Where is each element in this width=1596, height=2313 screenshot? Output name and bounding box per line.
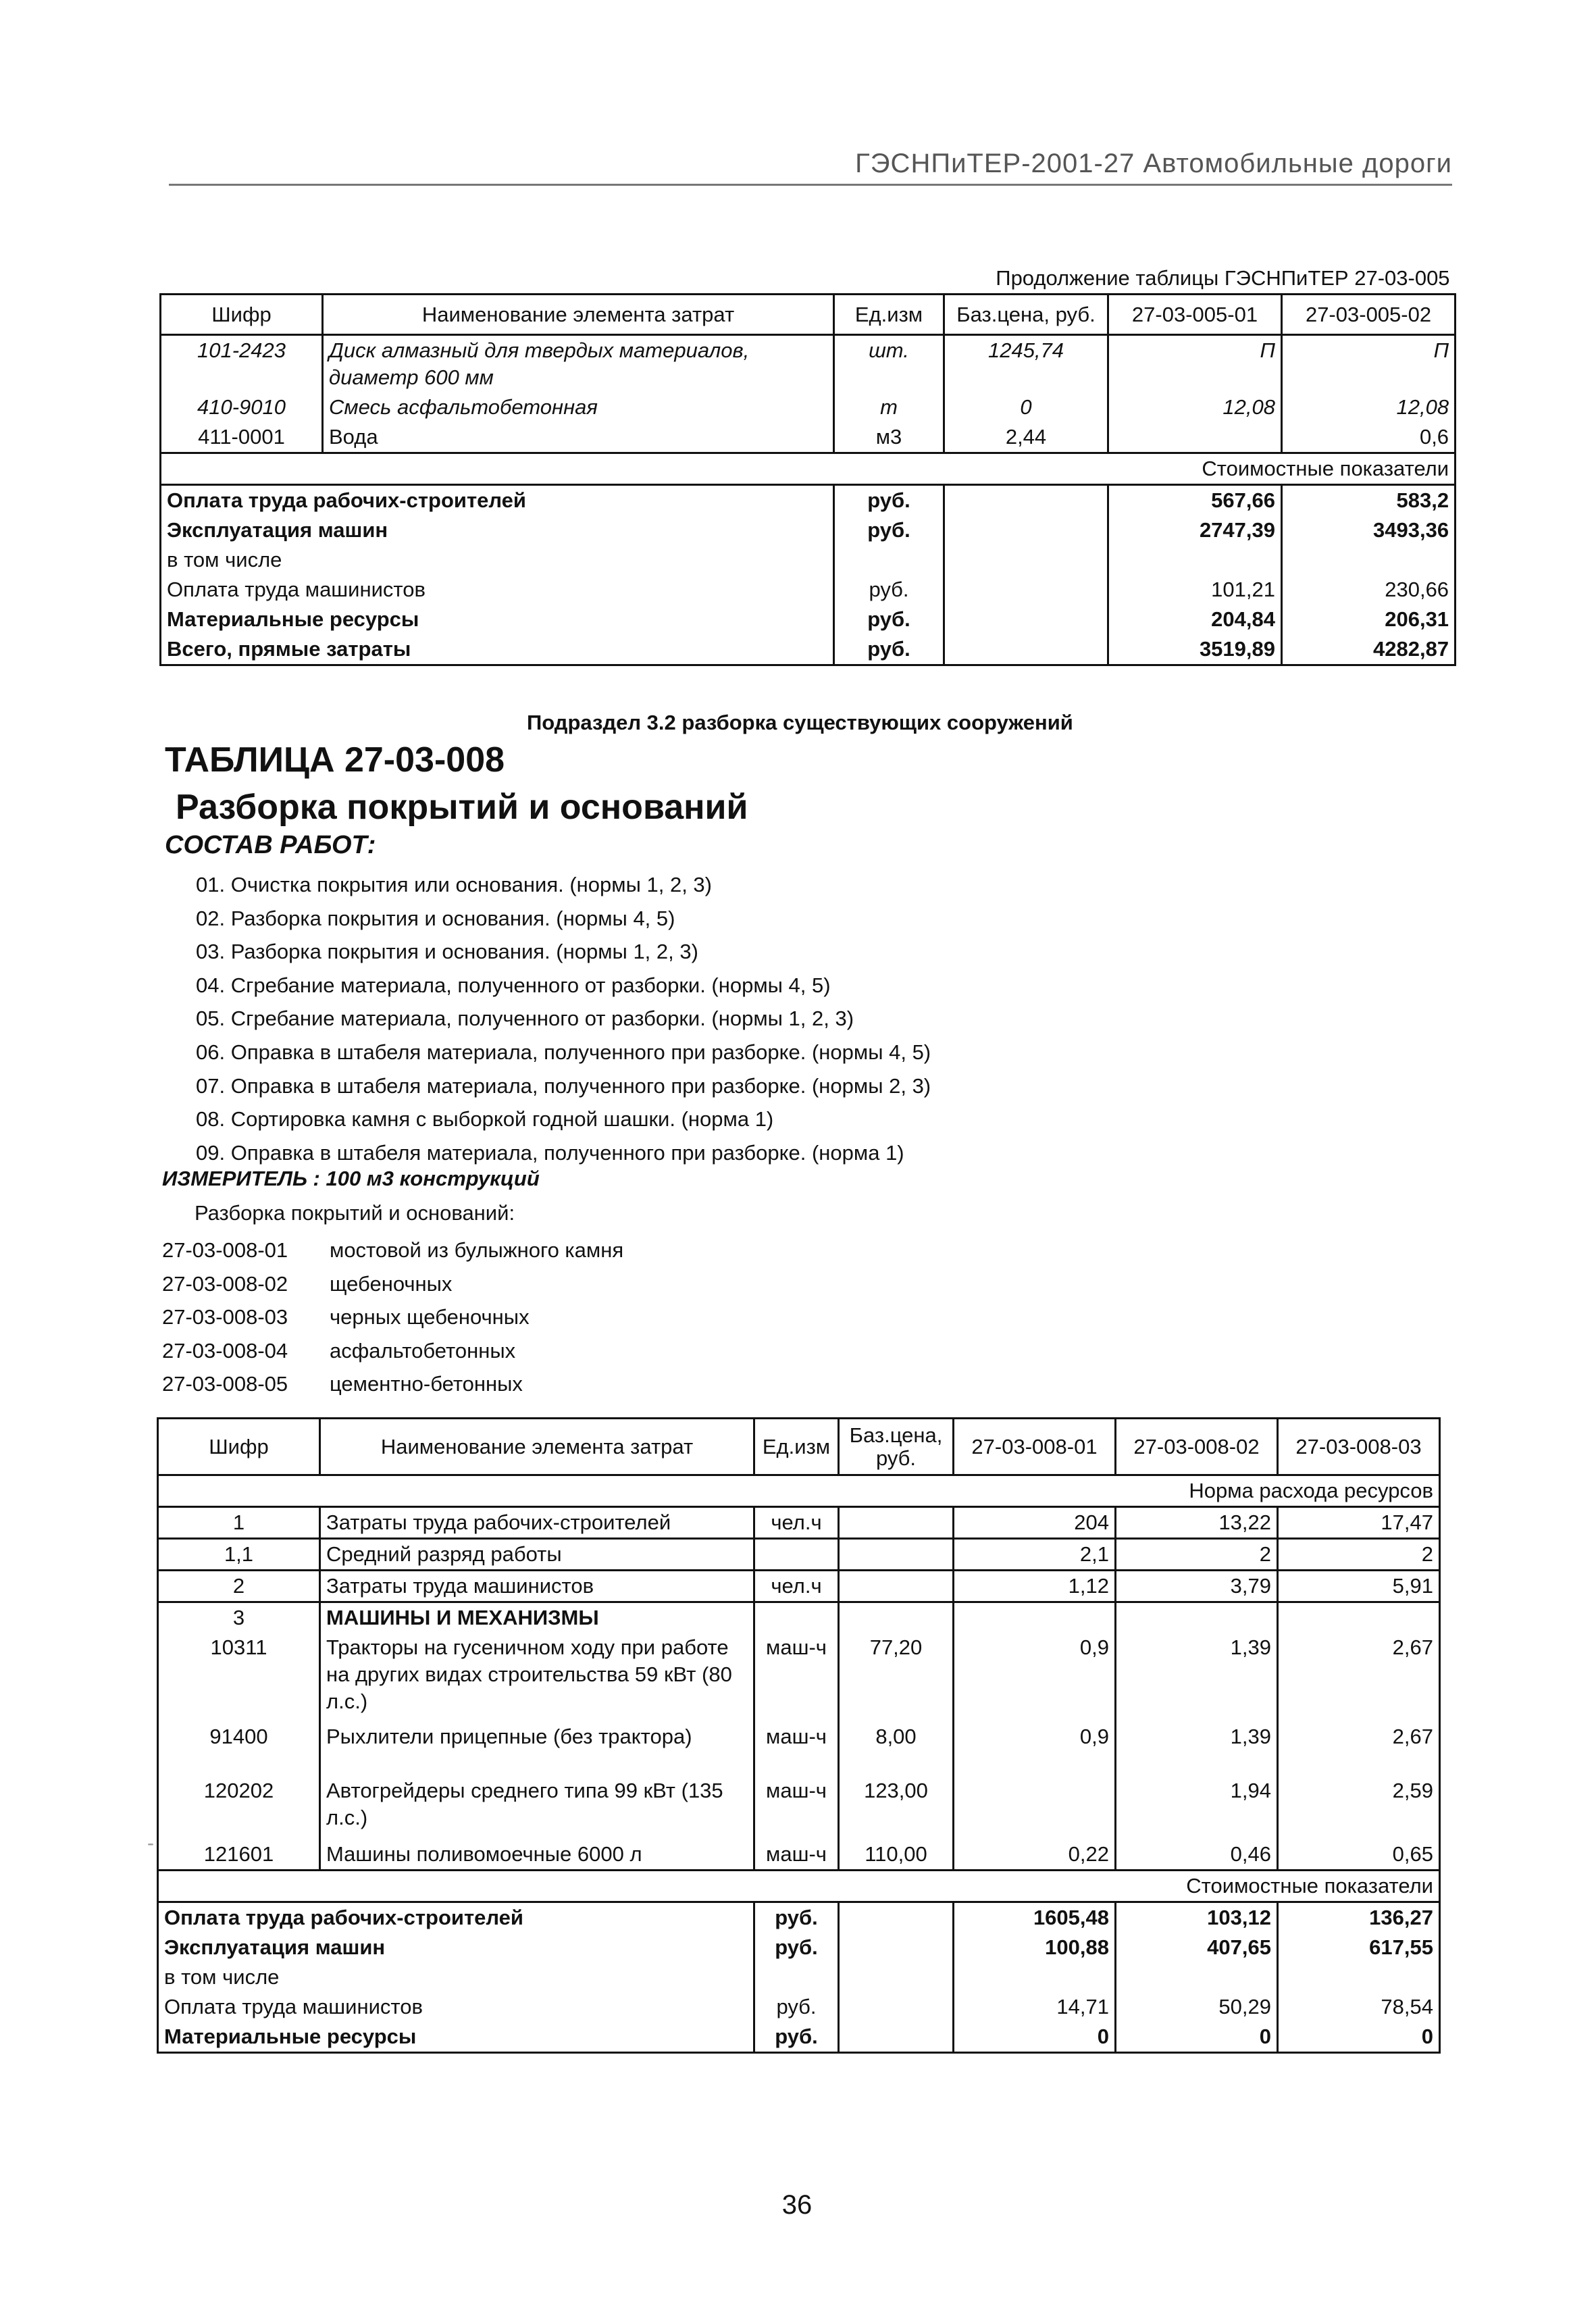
machine-code: 120202 [158,1776,320,1839]
empty-cell [954,1602,1116,1633]
cost-value-03 [1278,1962,1440,1992]
table2-norm-label: Норма расхода ресурсов [158,1475,1440,1507]
table2-col-code: Шифр [158,1419,320,1475]
list-item [162,1300,623,1334]
table-row [158,1571,1440,1602]
material-unit: м3 [834,422,944,453]
norm-description: мостовой из булыжного камня [330,1238,624,1262]
cost-unit: руб. [834,605,944,634]
material-name: Вода [323,422,834,453]
machine-norm-01: 0,9 [954,1722,1116,1776]
cost-name: Материальные ресурсы [158,2022,754,2053]
machine-unit: маш-ч [754,1633,839,1722]
cost-price-empty [944,545,1108,575]
machine-code: 10311 [158,1633,320,1722]
cost-price-empty [944,485,1108,516]
resource-unit: чел.ч [754,1507,839,1539]
cost-value-02: 3493,36 [1282,515,1456,545]
list-item [162,1367,623,1401]
table-row [158,1539,1440,1571]
machine-norm-03: 2,67 [1278,1722,1440,1776]
cost-value-01 [954,1962,1116,1992]
cost-value-02: 230,66 [1282,575,1456,605]
machine-name: Тракторы на гусеничном ходу при работе на других видах строительства 59 кВт (80 л.с.) [320,1633,754,1722]
machine-norm-03: 2,67 [1278,1633,1440,1722]
cost-value-01: 1605,48 [954,1902,1116,1933]
list-item [162,1234,623,1267]
table-row [161,392,1456,422]
resource-norm-03: 5,91 [1278,1571,1440,1602]
machine-price: 77,20 [839,1633,954,1722]
machine-norm-01 [954,1776,1116,1839]
cost-price-empty [944,634,1108,665]
cost-value-01: 14,71 [954,1992,1116,2022]
cost-value-03: 136,27 [1278,1902,1440,1933]
cost-price-empty [944,575,1108,605]
table-row [158,1507,1440,1539]
cost-price-empty [839,1933,954,1962]
empty-cell [754,1602,839,1633]
resource-price [839,1571,954,1602]
norm-description: черных щебеночных [330,1305,530,1329]
machine-unit: маш-ч [754,1839,839,1871]
cost-value-02: 50,29 [1116,1992,1278,2022]
cost-unit: руб. [754,2022,839,2053]
table2-section-label: Стоимостные показатели [158,1871,1440,1902]
machine-unit: маш-ч [754,1776,839,1839]
norm-code: 27-03-008-04 [162,1338,288,1363]
resource-norm-02: 13,22 [1116,1507,1278,1539]
list-item: 07. Оправка в штабеля материала, полученного при разборке. (нормы 2, 3) [196,1073,931,1098]
table-row [158,1839,1440,1871]
cost-name: Оплата труда машинистов [158,1992,754,2022]
material-name: Смесь асфальтобетонная [323,392,834,422]
table-row [161,485,1456,516]
list-item [162,1334,623,1368]
cost-value-02 [1282,545,1456,575]
empty-cell [1278,1602,1440,1633]
table-row [158,1633,1440,1722]
machine-norm-01: 0,22 [954,1839,1116,1871]
table-row [161,515,1456,545]
resource-code: 2 [158,1571,320,1602]
material-unit: шт. [834,335,944,393]
resource-table-27-03-005 [159,263,1456,666]
list-item: 04. Сгребание материала, полученного от разборки. (нормы 4, 5) [196,973,831,997]
cost-name: Оплата труда рабочих-строителей [158,1902,754,1933]
table1-caption: Продолжение таблицы ГЭСНПиТЕР 27-03-005 [996,266,1450,290]
resource-norm-02: 2 [1116,1539,1278,1571]
list-item: 05. Сгребание материала, полученного от разборки. (нормы 1, 2, 3) [196,1007,854,1031]
list-item: 02. Разборка покрытия и основания. (нормы 4, 5) [196,906,675,930]
cost-value-02: 4282,87 [1282,634,1456,665]
resource-name: Средний разряд работы [320,1539,754,1571]
resource-norm-03: 2 [1278,1539,1440,1571]
sostav-label: СОСТАВ РАБОТ: [165,831,376,859]
material-norm-02: 0,6 [1282,422,1456,453]
machine-price: 110,00 [839,1839,954,1871]
norm-description: щебеночных [330,1271,453,1296]
resource-code: 1,1 [158,1539,320,1571]
table1-col-code: Шифр [161,295,323,335]
machine-price: 123,00 [839,1776,954,1839]
material-price: 1245,74 [944,335,1108,393]
norm-code: 27-03-008-05 [162,1372,288,1396]
cost-value-01: 204,84 [1108,605,1282,634]
resource-norm-01: 1,12 [954,1571,1116,1602]
machine-norm-02: 1,39 [1116,1722,1278,1776]
cost-value-03: 0 [1278,2022,1440,2053]
norm-code: 27-03-008-02 [162,1271,288,1296]
table-row [158,1962,1440,1992]
machine-norm-02: 1,94 [1116,1776,1278,1839]
list-item: 01. Очистка покрытия или основания. (нормы 1, 2, 3) [196,873,712,896]
cost-name: Оплата труда машинистов [161,575,834,605]
cost-value-02: 206,31 [1282,605,1456,634]
resource-unit [754,1539,839,1571]
material-norm-01 [1108,422,1282,453]
cost-unit: руб. [834,515,944,545]
resource-code: 1 [158,1507,320,1539]
norm-code: 27-03-008-01 [162,1238,288,1262]
running-header: ГЭСНПиТЕР-2001-27 Автомобильные дороги [855,149,1452,178]
norm-codes-list [162,1234,623,1401]
cost-name: Всего, прямые затраты [161,634,834,665]
resource-unit: чел.ч [754,1571,839,1602]
machine-norm-01: 0,9 [954,1633,1116,1722]
cost-unit: руб. [754,1933,839,1962]
cost-name: Эксплуатация машин [161,515,834,545]
resource-price [839,1539,954,1571]
machine-norm-03: 2,59 [1278,1776,1440,1839]
material-name: Диск алмазный для твердых материалов, диаметр 600 мм [323,335,834,393]
table-row [161,335,1456,393]
list-item [162,1267,623,1301]
machine-name: Рыхлители прицепные (без трактора) [320,1722,754,1776]
machine-norm-03: 0,65 [1278,1839,1440,1871]
resource-price [839,1507,954,1539]
cost-name: Эксплуатация машин [158,1933,754,1962]
machine-norm-02: 1,39 [1116,1633,1278,1722]
cost-value-03: 617,55 [1278,1933,1440,1962]
material-price: 2,44 [944,422,1108,453]
list-item: 06. Оправка в штабеля материала, полученного при разборке. (нормы 4, 5) [196,1040,931,1064]
header-rule [169,184,1452,186]
cost-value-01 [1108,545,1282,575]
cost-unit: руб. [834,485,944,516]
machine-code: 91400 [158,1722,320,1776]
cost-value-01: 567,66 [1108,485,1282,516]
cost-value-01: 101,21 [1108,575,1282,605]
table-row [158,1722,1440,1776]
table-title: ТАБЛИЦА 27-03-008 [165,740,505,780]
material-unit: т [834,392,944,422]
cost-value-01: 2747,39 [1108,515,1282,545]
resource-norm-02: 3,79 [1116,1571,1278,1602]
machine-name: Автогрейдеры среднего типа 99 кВт (135 л.с.) [320,1776,754,1839]
edge-mark: - [147,1832,154,1854]
norm-description: асфальтобетонных [330,1338,516,1363]
table1-col-norm-02: 27-03-005-02 [1282,295,1456,335]
resource-norm-03: 17,47 [1278,1507,1440,1539]
cost-name: Материальные ресурсы [161,605,834,634]
cost-value-02: 407,65 [1116,1933,1278,1962]
cost-unit: руб. [754,1902,839,1933]
page-number: 36 [781,2190,813,2220]
empty-cell [839,1602,954,1633]
table2-col-norm-02: 27-03-008-02 [1116,1419,1278,1475]
table1-section-label: Стоимостные показатели [161,453,1456,485]
machine-name: Машины поливомоечные 6000 л [320,1839,754,1871]
work-title: Разборка покрытий и оснований [176,788,748,827]
list-item: 09. Оправка в штабеля материала, полученного при разборке. (норма 1) [196,1140,904,1165]
table1-col-unit: Ед.изм [834,295,944,335]
material-code: 411-0001 [161,422,323,453]
machine-price: 8,00 [839,1722,954,1776]
cost-unit: руб. [754,1992,839,2022]
norm-code: 27-03-008-03 [162,1305,288,1329]
cost-price-empty [839,1902,954,1933]
machine-unit: маш-ч [754,1722,839,1776]
list-item: 08. Сортировка камня с выборкой годной шашки. (норма 1) [196,1107,774,1132]
table-row [161,575,1456,605]
cost-name: в том числе [158,1962,754,1992]
table-row [158,1776,1440,1839]
measure-unit: ИЗМЕРИТЕЛЬ : 100 м3 конструкций [162,1167,540,1190]
table-row [158,1933,1440,1962]
material-norm-01: 12,08 [1108,392,1282,422]
table-row [161,545,1456,575]
material-norm-02: П [1282,335,1456,393]
cost-unit: руб. [834,634,944,665]
cost-value-02 [1116,1962,1278,1992]
table-row [158,1902,1440,1933]
cost-value-03: 78,54 [1278,1992,1440,2022]
resource-table-27-03-008 [157,1417,1441,2054]
table1-col-name: Наименование элемента затрат [323,295,834,335]
table1-col-price: Баз.цена, руб. [944,295,1108,335]
cost-value-02: 103,12 [1116,1902,1278,1933]
table-row [158,2022,1440,2053]
cost-price-empty [839,1962,954,1992]
cost-unit [834,545,944,575]
material-code: 410-9010 [161,392,323,422]
material-norm-01: П [1108,335,1282,393]
table2-col-norm-03: 27-03-008-03 [1278,1419,1440,1475]
table2-col-norm-01: 27-03-008-01 [954,1419,1116,1475]
sublist-title: Разборка покрытий и оснований: [195,1201,515,1225]
resource-name: Затраты труда рабочих-строителей [320,1507,754,1539]
material-price: 0 [944,392,1108,422]
table2-col-name: Наименование элемента затрат [320,1419,754,1475]
operations-list [196,868,931,1169]
table-row [158,1602,1440,1633]
resource-name: Затраты труда машинистов [320,1571,754,1602]
cost-value-02: 0 [1116,2022,1278,2053]
material-code: 101-2423 [161,335,323,393]
subsection-title: Подраздел 3.2 разборка существующих сооружений [527,711,1073,734]
cost-unit: руб. [834,575,944,605]
table-row [161,634,1456,665]
cost-value-01: 100,88 [954,1933,1116,1962]
cost-unit [754,1962,839,1992]
table-row [161,605,1456,634]
resource-norm-01: 204 [954,1507,1116,1539]
table2-col-price: Баз.цена, руб. [839,1419,954,1475]
cost-name: в том числе [161,545,834,575]
cost-name: Оплата труда рабочих-строителей [161,485,834,516]
machine-norm-02: 0,46 [1116,1839,1278,1871]
machine-code: 121601 [158,1839,320,1871]
cost-price-empty [839,1992,954,2022]
cost-value-01: 3519,89 [1108,634,1282,665]
table-row [161,422,1456,453]
table2-col-unit: Ед.изм [754,1419,839,1475]
empty-cell [1116,1602,1278,1633]
cost-price-empty [839,2022,954,2053]
resource-norm-01: 2,1 [954,1539,1116,1571]
cost-value-01: 0 [954,2022,1116,2053]
machines-code: 3 [158,1602,320,1633]
cost-price-empty [944,515,1108,545]
table1-col-norm-01: 27-03-005-01 [1108,295,1282,335]
table-row [158,1992,1440,2022]
cost-price-empty [944,605,1108,634]
material-norm-02: 12,08 [1282,392,1456,422]
list-item: 03. Разборка покрытия и основания. (нормы 1, 2, 3) [196,940,698,964]
machines-heading: МАШИНЫ И МЕХАНИЗМЫ [320,1602,754,1633]
cost-value-02: 583,2 [1282,485,1456,516]
norm-description: цементно-бетонных [330,1372,523,1396]
